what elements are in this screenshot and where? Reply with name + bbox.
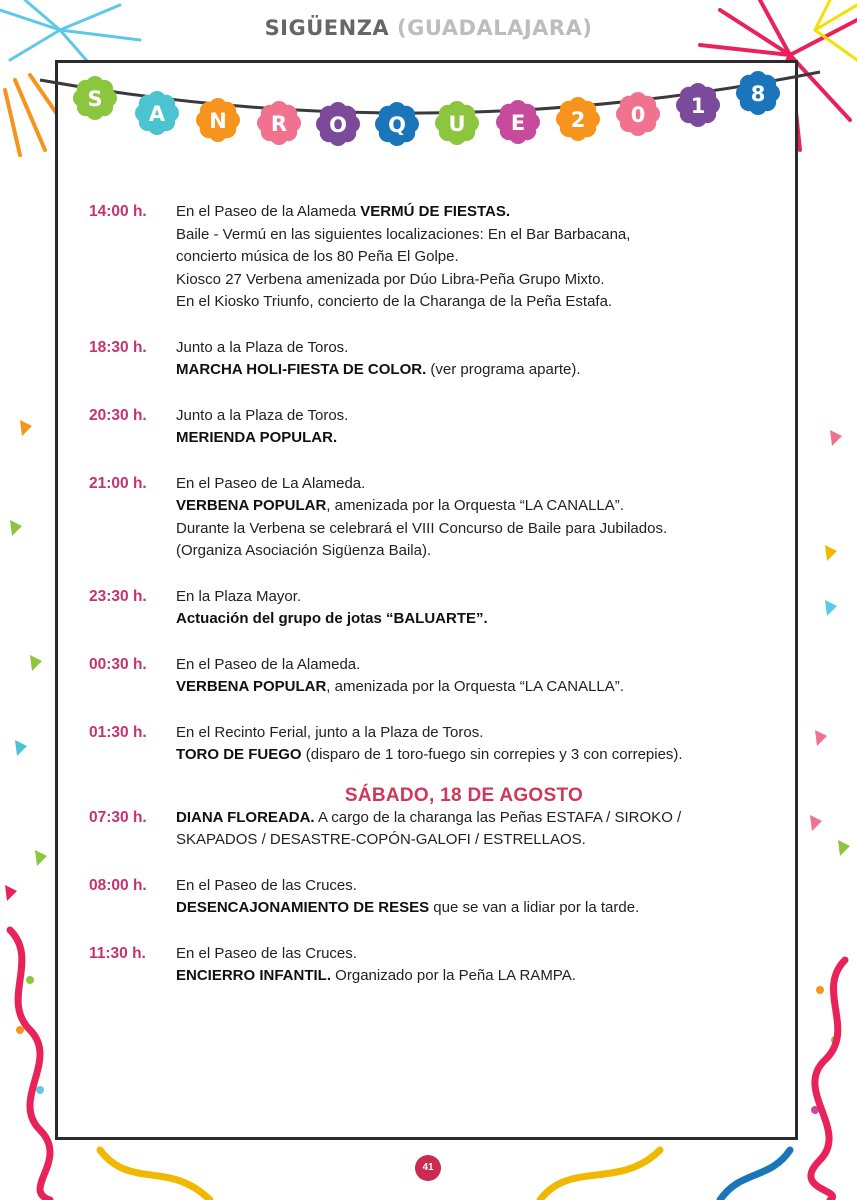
event-line bbox=[176, 744, 779, 767]
banner-letter: U bbox=[448, 112, 466, 136]
event-text: Durante la Verbena se celebrará el VIII Concurso de Baile para Jubilados. bbox=[176, 519, 668, 537]
schedule-entry bbox=[89, 473, 779, 563]
event-text: que se van a lidiar por la tarde. bbox=[429, 899, 640, 916]
event-text: En el Kiosko Triunfo, concierto de la Charanga de la Peña Estafa. bbox=[176, 293, 613, 310]
banner-letter: 8 bbox=[750, 82, 766, 106]
event-line bbox=[176, 943, 779, 966]
event-line bbox=[176, 586, 779, 609]
event-text: concierto música de los 80 Peña El Golpe. bbox=[176, 248, 459, 265]
schedule-entry bbox=[89, 722, 779, 767]
banner-letter: 0 bbox=[630, 103, 646, 127]
event-line bbox=[176, 829, 779, 852]
festival-banner bbox=[0, 0, 857, 170]
event-line bbox=[176, 608, 779, 631]
page-number: 41 bbox=[415, 1155, 441, 1181]
event-title: DESENCAJONAMIENTO DE RESES bbox=[176, 899, 430, 916]
event-line bbox=[176, 473, 779, 496]
event-text: En la Plaza Mayor. bbox=[176, 587, 302, 605]
banner-letter: 2 bbox=[570, 108, 586, 132]
event-time: 11:30 h. bbox=[89, 944, 146, 962]
event-text: , amenizada por la Orquesta “LA CANALLA”. bbox=[326, 497, 624, 514]
event-text: (disparo de 1 toro-fuego sin correpies y 3 con correpies). bbox=[301, 746, 683, 763]
schedule-entry bbox=[89, 586, 779, 631]
banner-letter: 1 bbox=[690, 94, 706, 118]
event-line bbox=[176, 676, 779, 699]
event-line bbox=[176, 897, 779, 920]
banner-flower-o bbox=[316, 102, 360, 146]
event-text: En el Paseo de la Alameda. bbox=[176, 655, 361, 673]
banner-flower-r bbox=[257, 101, 301, 145]
event-line bbox=[176, 359, 779, 382]
event-time: 20:30 h. bbox=[89, 406, 147, 424]
banner-letter: R bbox=[270, 112, 288, 136]
event-text: En el Recinto Ferial, junto a la Plaza de Toros. bbox=[176, 723, 484, 741]
event-line bbox=[176, 246, 779, 269]
event-text: A cargo de la charanga las Peñas ESTAFA / SIROKO / bbox=[314, 808, 682, 826]
event-title: DIANA FLOREADA. bbox=[176, 808, 315, 826]
banner-letter: A bbox=[148, 102, 166, 126]
event-line bbox=[176, 224, 779, 247]
event-line bbox=[176, 291, 779, 314]
banner-flower-2 bbox=[556, 97, 600, 141]
day-heading: SÁBADO, 18 DE AGOSTO bbox=[344, 784, 584, 806]
event-text: En el Paseo de las Cruces. bbox=[176, 876, 357, 894]
event-text: Kiosco 27 Verbena amenizada por Dúo Libra-Peña Grupo Mixto. bbox=[176, 270, 605, 288]
banner-letter: O bbox=[329, 113, 347, 137]
event-line bbox=[176, 654, 779, 677]
event-description bbox=[176, 807, 779, 852]
event-time: 07:30 h. bbox=[89, 808, 147, 826]
event-text: SKAPADOS / DESASTRE-COPÓN-GALOFI / ESTRELLAOS. bbox=[176, 831, 586, 848]
schedule-entry bbox=[89, 875, 779, 920]
banner-letter: E bbox=[510, 111, 526, 135]
event-time: 18:30 h. bbox=[89, 338, 147, 356]
event-description bbox=[176, 586, 779, 631]
banner-flower-u bbox=[435, 101, 479, 145]
header-town: SIGÜENZA bbox=[264, 16, 390, 40]
schedule-entry bbox=[89, 337, 779, 382]
event-line bbox=[176, 540, 779, 563]
event-text: En el Paseo de las Cruces. bbox=[176, 944, 357, 962]
event-title: TORO DE FUEGO bbox=[176, 746, 302, 763]
event-title: MERIENDA POPULAR. bbox=[176, 429, 338, 446]
event-time: 14:00 h. bbox=[89, 203, 147, 220]
event-description bbox=[176, 875, 779, 920]
banner-letter: S bbox=[87, 87, 103, 111]
event-title: VERBENA POPULAR bbox=[176, 678, 327, 695]
schedule-entry bbox=[89, 201, 779, 314]
event-title: VERBENA POPULAR bbox=[176, 497, 327, 514]
event-line bbox=[176, 875, 779, 898]
schedule-entry bbox=[89, 405, 779, 450]
event-title: ENCIERRO INFANTIL. bbox=[176, 967, 332, 984]
event-line bbox=[176, 269, 779, 292]
event-text: En el Paseo de La Alameda. bbox=[176, 474, 366, 492]
event-time: 21:00 h. bbox=[89, 474, 147, 492]
header-province: (GUADALAJARA) bbox=[397, 16, 593, 40]
banner-flower-0 bbox=[616, 92, 660, 136]
schedule-entry bbox=[89, 943, 779, 988]
event-title: MARCHA HOLI-FIESTA DE COLOR. bbox=[176, 361, 427, 378]
event-description bbox=[176, 405, 779, 450]
event-text: Organizado por la Peña LA RAMPA. bbox=[331, 967, 576, 984]
event-description bbox=[176, 473, 779, 563]
schedule-list bbox=[89, 201, 779, 988]
schedule-entry bbox=[89, 654, 779, 699]
event-line bbox=[176, 518, 779, 541]
event-line bbox=[176, 405, 779, 428]
event-time: 08:00 h. bbox=[89, 876, 147, 894]
event-text: (Organiza Asociación Sigüenza Baila). bbox=[176, 542, 432, 559]
event-description bbox=[176, 722, 779, 767]
event-text: Baile - Vermú en las siguientes localizaciones: En el Bar Barbacana, bbox=[176, 225, 631, 243]
event-description bbox=[176, 201, 779, 314]
banner-flower-e bbox=[496, 100, 540, 144]
event-text: Junto a la Plaza de Toros. bbox=[176, 406, 349, 424]
event-line bbox=[176, 427, 779, 450]
banner-flower-1 bbox=[676, 83, 720, 127]
event-description bbox=[176, 654, 779, 699]
banner-flower-a bbox=[135, 91, 179, 135]
event-line bbox=[176, 495, 779, 518]
event-time: 00:30 h. bbox=[89, 655, 147, 673]
event-text: (ver programa aparte). bbox=[426, 361, 581, 378]
banner-flower-n bbox=[196, 98, 240, 142]
event-time: 01:30 h. bbox=[89, 723, 147, 741]
event-text: En el Paseo de la Alameda bbox=[176, 203, 361, 220]
event-text: Junto a la Plaza de Toros. bbox=[176, 338, 349, 356]
banner-flower-q bbox=[375, 102, 419, 146]
event-line bbox=[176, 337, 779, 360]
schedule-entry bbox=[89, 807, 779, 852]
event-time: 23:30 h. bbox=[89, 587, 147, 605]
event-line bbox=[176, 201, 779, 224]
event-title: Actuación del grupo de jotas “BALUARTE”. bbox=[176, 610, 488, 627]
banner-flower-s bbox=[73, 76, 117, 120]
event-description bbox=[176, 337, 779, 382]
banner-flower-8 bbox=[736, 71, 780, 115]
event-description bbox=[176, 943, 779, 988]
event-line bbox=[176, 722, 779, 745]
event-line bbox=[176, 807, 779, 830]
event-line bbox=[176, 965, 779, 988]
banner-letter: N bbox=[209, 109, 227, 133]
event-text: , amenizada por la Orquesta “LA CANALLA”. bbox=[326, 678, 624, 695]
banner-letter: Q bbox=[388, 113, 406, 137]
event-title: VERMÚ DE FIESTAS. bbox=[360, 203, 511, 220]
